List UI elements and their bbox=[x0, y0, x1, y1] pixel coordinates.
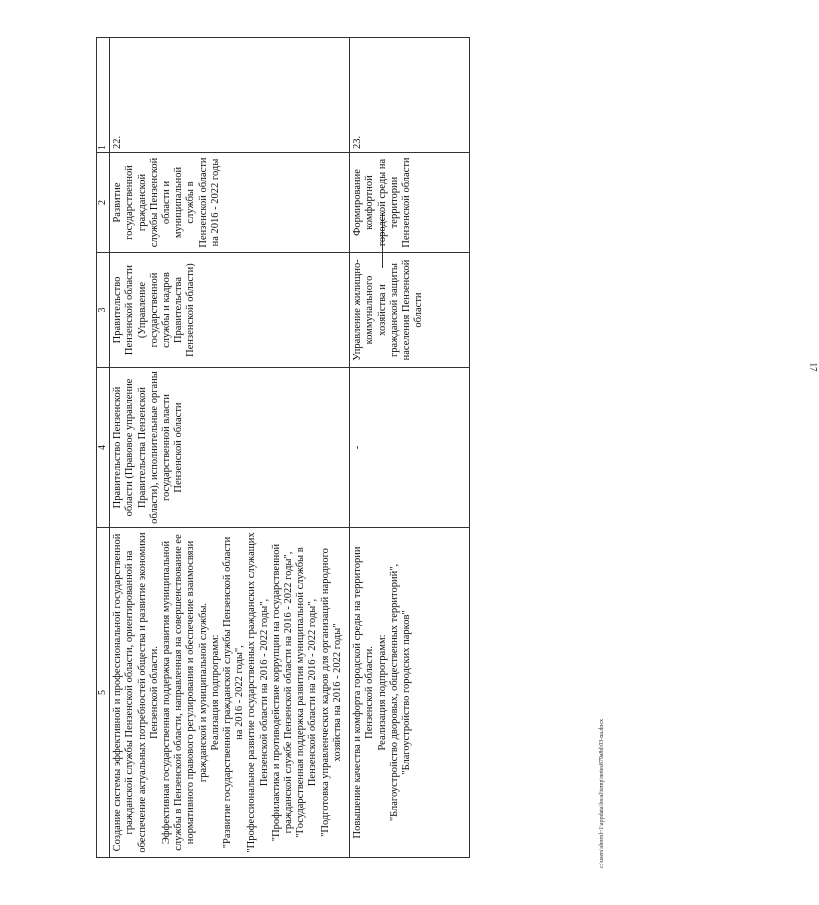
header-cell: 3 bbox=[97, 253, 110, 368]
program-table bbox=[96, 37, 470, 858]
subprogram-item: "Профилактика и противодействие коррупции на государственной гражданской службе Пензенской области на 2016 - 2022 годы", bbox=[270, 543, 295, 842]
row-number-cell: 22. bbox=[110, 38, 350, 153]
header-cell: 2 bbox=[97, 153, 110, 253]
subprogram-item: "Профессиональное развитие государственных гражданских служащих Пензенской области на 2016 - 2022 годы", bbox=[246, 532, 270, 853]
result-cell bbox=[350, 528, 470, 858]
result-cell bbox=[110, 528, 350, 858]
header-cell: 1 bbox=[97, 38, 110, 153]
page-number: 17 bbox=[808, 362, 819, 372]
executor-cell: Управление жилищно-коммунального хозяйства и гражданской защиты населения Пензенской области bbox=[350, 253, 470, 368]
result-intro: Повышение качества и комфорта городской среды на территории Пензенской области. bbox=[352, 546, 376, 839]
program-name-cell: Развитие государственной гражданской службы Пензенской области и муниципальной службы в Пензенской области на 2016 - 2022 годы bbox=[110, 153, 350, 253]
program-name-cell: Формирование комфортной городской среды на территории Пензенской области bbox=[350, 153, 470, 253]
subprograms-title: Реализация подпрограмм: bbox=[376, 634, 388, 751]
subprogram-item: "Развитие государственной гражданской службы Пензенской области на 2016 - 2022 годы", bbox=[222, 536, 246, 849]
executor-cell: Правительство Пензенской области (Управление государственной службы и кадров Правительства Пензенской области) bbox=[110, 253, 350, 368]
rotated-page-content bbox=[96, 38, 605, 868]
table-row bbox=[110, 38, 350, 858]
subprogram-item: "Благоустройство городских парков" bbox=[401, 610, 413, 775]
table-row bbox=[350, 38, 470, 858]
header-row bbox=[97, 38, 110, 858]
result-paragraph: Эффективная государственная поддержка развития муниципальной службы в Пензенской области, направленная на совершенствование ее нормативного правового регулирования и обеспечение взаимосвязи гражданской и муниципальной службы. bbox=[161, 534, 209, 851]
subprograms-title: Реализация подпрограмм: bbox=[209, 634, 221, 751]
result-intro: Создание системы эффективной и профессиональной государственной гражданской службы Пензенской области, ориентированной на обеспечение актуальных потребностей общества и развитие экономики Пензенской области. bbox=[112, 532, 160, 853]
subprogram-item: "Государственная поддержка развития муниципальной службы в Пензенской области на 2016 - 2022 годы", bbox=[295, 547, 319, 838]
coexecutors-cell: - bbox=[350, 368, 470, 528]
header-cell: 5 bbox=[97, 528, 110, 858]
header-cell: 4 bbox=[97, 368, 110, 528]
footer-file-path: c:\users\sborol~1\appdata\local\temp\notes879a8d\03-na.docx bbox=[599, 718, 605, 868]
subprogram-item: "Подготовка управленческих кадров для организаций народного хозяйства на 2016 - 2022 годы" bbox=[319, 548, 343, 837]
row-number-cell: 23. bbox=[350, 38, 470, 153]
coexecutors-cell: Правительство Пензенской области (Правовое управление Правительства Пензенской области), исполнительные органы государственной власти Пензенской области bbox=[110, 368, 350, 528]
subprogram-item: "Благоустройство дворовых, общественных территорий", bbox=[388, 563, 400, 822]
